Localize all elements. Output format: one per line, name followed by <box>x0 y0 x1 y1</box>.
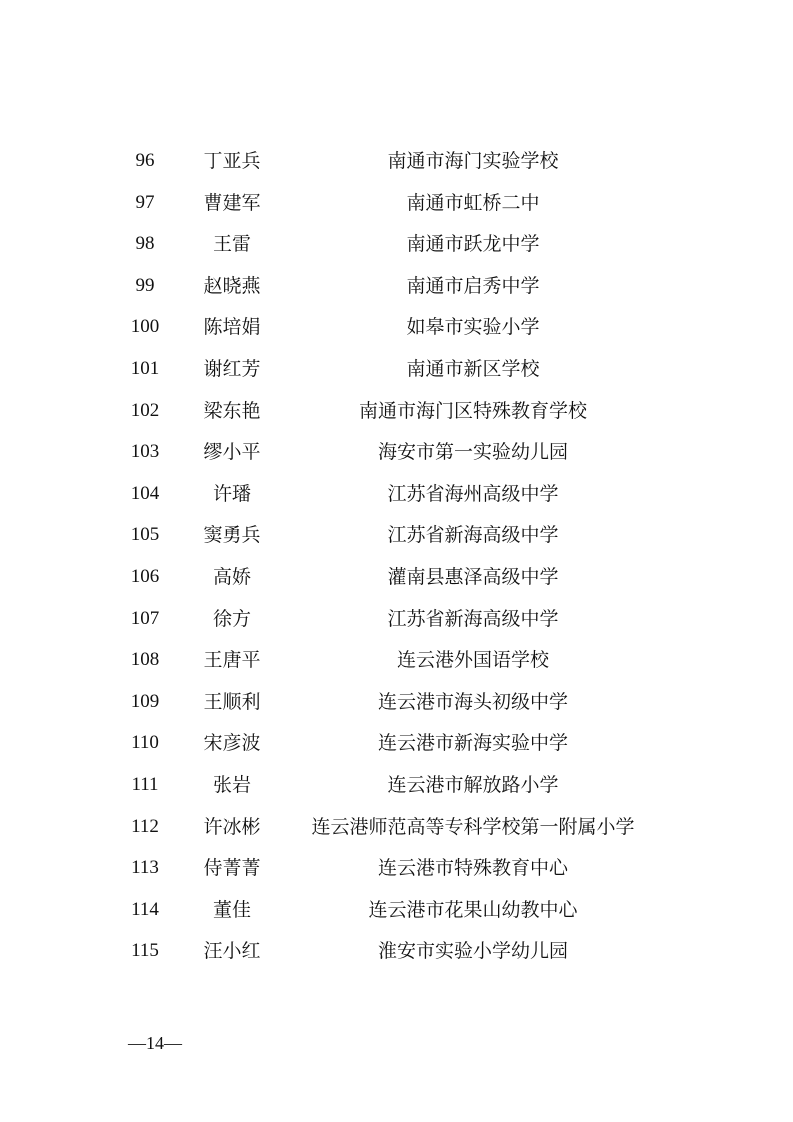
row-number: 99 <box>135 274 155 296</box>
school-name: 连云港市特殊教育中心 <box>377 857 568 880</box>
table-row <box>0 514 793 556</box>
row-number: 111 <box>131 774 159 795</box>
table-row <box>0 806 793 848</box>
person-name: 许冰彬 <box>203 815 261 838</box>
table-row <box>0 390 793 432</box>
person-name: 窦勇兵 <box>203 524 261 547</box>
school-name: 连云港市新海实验中学 <box>377 732 568 755</box>
person-name: 王雷 <box>212 233 251 256</box>
school-name: 淮安市实验小学幼儿园 <box>377 940 568 963</box>
row-number: 115 <box>131 940 159 962</box>
person-name: 王唐平 <box>203 649 261 672</box>
person-name: 宋彦波 <box>203 732 261 755</box>
table-row <box>0 847 793 889</box>
school-name: 海安市第一实验幼儿园 <box>377 441 568 464</box>
school-name: 连云港师范高等专科学校第一附属小学 <box>311 815 635 838</box>
table-row <box>0 473 793 515</box>
person-name: 谢红芳 <box>203 358 261 380</box>
person-name: 曹建军 <box>203 191 261 214</box>
person-name: 徐方 <box>212 607 251 630</box>
table-row <box>0 431 793 473</box>
table-row <box>0 348 793 390</box>
school-name: 南通市新区学校 <box>406 358 540 380</box>
table-row <box>0 930 793 972</box>
table-row <box>0 889 793 931</box>
person-name: 汪小红 <box>203 940 261 963</box>
school-name: 南通市启秀中学 <box>406 274 540 297</box>
row-number: 107 <box>130 607 160 629</box>
table-row <box>0 140 793 182</box>
row-number: 114 <box>131 898 159 920</box>
school-name: 连云港市花果山幼教中心 <box>368 898 578 921</box>
table-row <box>0 764 793 806</box>
school-name: 南通市海门区特殊教育学校 <box>358 399 587 422</box>
person-name: 陈培娟 <box>203 316 261 339</box>
person-name: 高娇 <box>212 566 251 588</box>
row-number: 97 <box>135 191 155 213</box>
row-number: 100 <box>130 316 160 338</box>
school-name: 南通市海门实验学校 <box>387 150 559 172</box>
table-row <box>0 556 793 598</box>
row-number: 110 <box>131 732 159 754</box>
school-name: 江苏省新海高级中学 <box>387 607 559 630</box>
row-number: 113 <box>131 857 159 879</box>
person-name: 侍菁菁 <box>203 857 261 880</box>
row-number: 106 <box>130 566 160 587</box>
person-name: 赵晓燕 <box>203 274 261 297</box>
row-number: 101 <box>130 358 160 379</box>
page-number: —14— <box>128 1033 182 1053</box>
school-name: 如皋市实验小学 <box>406 316 540 339</box>
person-name: 董佳 <box>212 898 251 921</box>
school-name: 连云港市解放路小学 <box>387 774 559 796</box>
school-name: 连云港外国语学校 <box>396 649 549 672</box>
person-name: 梁东艳 <box>203 399 261 422</box>
table-row <box>0 182 793 224</box>
person-name: 王顺利 <box>203 690 261 713</box>
table-row <box>0 223 793 265</box>
table-row <box>0 639 793 681</box>
school-name: 江苏省新海高级中学 <box>387 524 559 547</box>
school-name: 江苏省海州高级中学 <box>387 482 559 505</box>
row-number: 96 <box>135 150 155 171</box>
person-name: 许璠 <box>212 482 251 505</box>
table-row <box>0 722 793 764</box>
table-row <box>0 598 793 640</box>
row-number: 105 <box>130 524 160 546</box>
row-number: 102 <box>130 399 160 421</box>
school-name: 南通市跃龙中学 <box>406 233 540 256</box>
row-number: 109 <box>130 690 160 712</box>
person-name: 缪小平 <box>203 441 261 464</box>
row-number: 112 <box>131 815 159 837</box>
school-name: 灌南县惠泽高级中学 <box>387 566 559 588</box>
row-number: 104 <box>130 482 160 504</box>
person-name: 张岩 <box>212 774 251 796</box>
table-row <box>0 681 793 723</box>
row-number: 103 <box>130 441 160 463</box>
row-number: 108 <box>130 649 160 671</box>
table-row <box>0 265 793 307</box>
row-number: 98 <box>135 233 155 255</box>
school-name: 南通市虹桥二中 <box>406 191 540 214</box>
school-name: 连云港市海头初级中学 <box>377 690 568 713</box>
table-row <box>0 306 793 348</box>
person-name: 丁亚兵 <box>203 150 261 172</box>
